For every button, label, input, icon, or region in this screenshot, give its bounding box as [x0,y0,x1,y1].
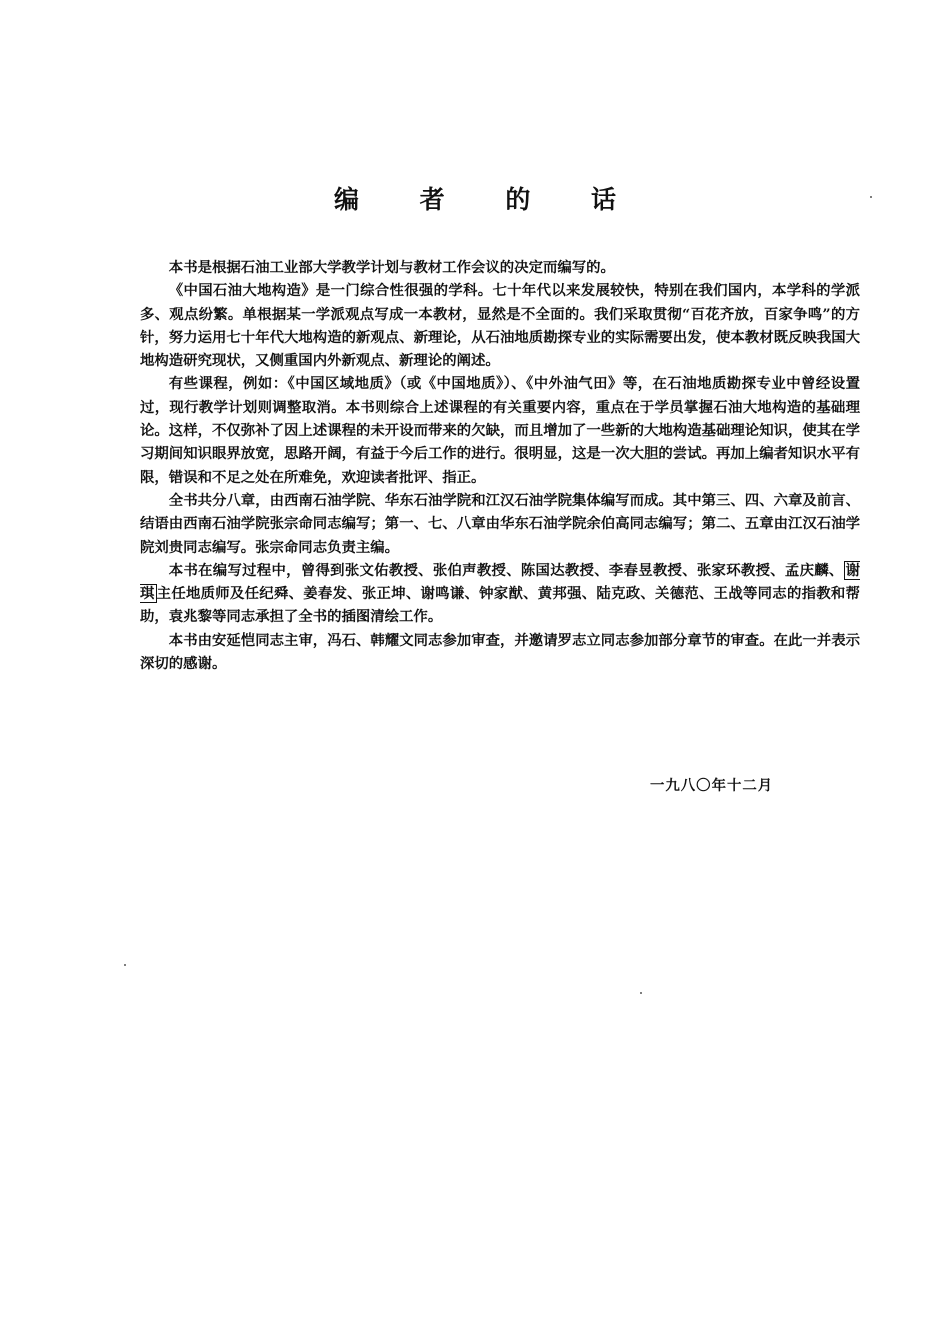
boxed-name: 谢琪 [140,561,860,603]
scan-speck [640,992,642,994]
paragraph-6: 本书由安延恺同志主审，冯石、韩耀文同志参加审查，并邀请罗志立同志参加部分章节的审查。在此一并表示深切的感谢。 [140,631,860,673]
scan-speck [870,196,872,198]
paragraph-5 [140,559,860,629]
paragraph-4: 全书共分八章，由西南石油学院、华东石油学院和江汉石油学院集体编写而成。其中第三、四、六章及前言、结语由西南石油学院张宗命同志编写；第一、七、八章由华东石油学院余伯高同志编写；第二、五章由江汉石油学院刘贵同志编写。张宗命同志负责主编。 [140,491,860,556]
page-title: 编 者 的 话 [333,185,643,214]
date-line: 一九八〇年十二月 [650,777,774,794]
paragraph-3: 有些课程，例如：《中国区域地质》（或《中国地质》）、《中外油气田》等，在石油地质勘探专业中曾经设置过，现行教学计划则调整取消。本书则综合上述课程的有关重要内容，重点在于学员掌握石油大地构造的基础理论。这样，不仅弥补了因上述课程的未开设而带来的欠缺，而且增加了一些新的大地构造基础理论知识，使其在学习期间知识眼界放宽，思路开阔，有益于今后工作的进行。很明显，这是一次大胆的尝试。再加上编者知识水平有限，错误和不足之处在所难免，欢迎读者批评、指正。 [140,375,860,486]
preface-body [140,256,860,675]
paragraph-5-part-2: 主任地质师及任纪舜、姜春发、张正坤、谢鸣谦、钟家猷、黄邦强、陆克政、关德范、王战等同志的指教和帮助，袁兆黎等同志承担了全书的插图清绘工作。 [140,585,860,626]
paragraph-1: 本书是根据石油工业部大学教学计划与教材工作会议的决定而编写的。 [168,259,615,276]
paragraph-5-part-1: 本书在编写过程中，曾得到张文佑教授、张伯声教授、陈国达教授、李春昱教授、张家环教授、孟庆麟、 [168,561,844,579]
paragraph-2: 《中国石油大地构造》是一门综合性很强的学科。七十年代以来发展较快，特别在我们国内，本学科的学派多、观点纷繁。单根据某一学派观点写成一本教材，显然是不全面的。我们采取贯彻“百花齐放，百家争鸣”的方针，努力运用七十年代大地构造的新观点、新理论，从石油地质勘探专业的实际需要出发，使本教材既反映我国大地构造研究现状，又侧重国内外新观点、新理论的阐述。 [140,282,860,370]
scan-speck [124,964,126,966]
